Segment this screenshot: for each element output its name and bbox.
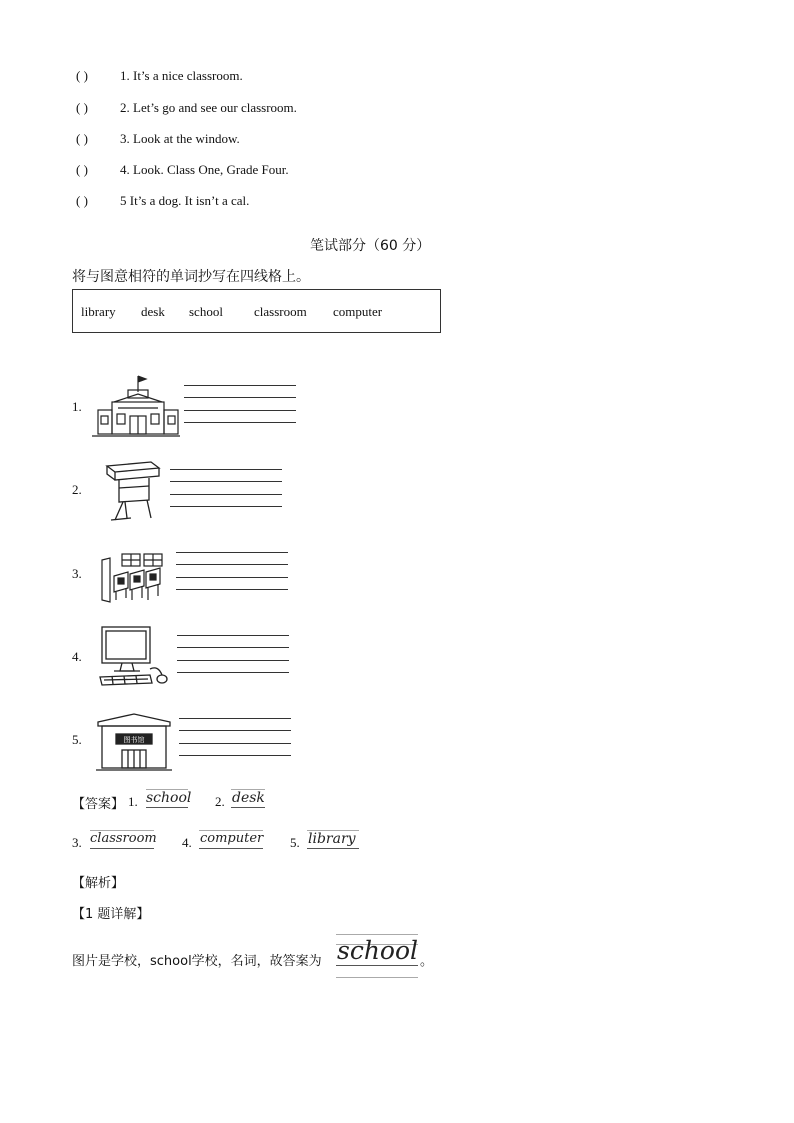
listening-text: 3. Look at the window. [120, 131, 240, 146]
listening-item-2 [76, 100, 297, 116]
picture-number: 5. [72, 732, 82, 747]
answer-label: 【答案】 [72, 797, 125, 812]
answer-number: 2. [215, 794, 225, 809]
word-bank-item: desk [141, 304, 165, 319]
listening-text: 4. Look. Class One, Grade Four. [120, 162, 289, 177]
word-bank-item: school [189, 304, 223, 319]
listening-item-3 [76, 131, 240, 147]
four-line-grid[interactable] [179, 718, 291, 756]
picture-number: 2. [72, 482, 82, 497]
library-sign: 图书馆 [123, 736, 145, 744]
picture-number: 4. [72, 649, 82, 664]
answer-number: 1. [128, 794, 138, 809]
analysis-answer-word: school [337, 936, 419, 965]
listening-text: 5 It’s a dog. It isn’t a cal. [120, 193, 250, 208]
section-title: 笔试部分（60 分） [310, 238, 431, 254]
word-bank-item: computer [333, 304, 383, 319]
answer-number: 5. [290, 835, 300, 850]
listening-text: 2. Let’s go and see our classroom. [120, 100, 297, 115]
listening-item-5 [76, 193, 249, 209]
desk-icon [103, 458, 163, 522]
answer-paren: ( ) [76, 100, 88, 115]
school-building-icon [90, 372, 182, 440]
four-line-grid[interactable] [170, 469, 282, 507]
instruction: 将与图意相符的单词抄写在四线格上。 [72, 269, 310, 285]
analysis-end: 。 [420, 954, 434, 969]
four-line-grid[interactable] [184, 385, 296, 423]
answer-word: school [146, 790, 192, 806]
answer-word: classroom [90, 831, 157, 846]
answer-paren: ( ) [76, 68, 88, 83]
four-line-grid[interactable] [176, 552, 288, 590]
word-bank [72, 289, 441, 333]
analysis-label: 【解析】 [72, 876, 125, 891]
four-line-grid[interactable] [177, 635, 289, 673]
answer-paren: ( ) [76, 131, 88, 146]
word-bank-item: library [81, 304, 116, 319]
picture-number: 1. [72, 399, 82, 414]
answer-paren: ( ) [76, 193, 88, 208]
detail-label: 【1 题详解】 [72, 907, 150, 922]
answer-word: computer [200, 831, 264, 846]
picture-number: 3. [72, 566, 82, 581]
listening-item-4 [76, 162, 289, 178]
listening-text: 1. It’s a nice classroom. [120, 68, 243, 83]
answer-word: desk [232, 790, 265, 806]
answer-paren: ( ) [76, 162, 88, 177]
classroom-icon [98, 548, 170, 604]
listening-item-1 [76, 68, 243, 84]
computer-icon [98, 625, 172, 687]
word-bank-item: classroom [254, 304, 307, 319]
answer-number: 3. [72, 835, 82, 850]
answer-number: 4. [182, 835, 192, 850]
answer-word: library [308, 831, 356, 847]
analysis-text: 图片是学校，school学校，名词，故答案为 [72, 954, 322, 969]
